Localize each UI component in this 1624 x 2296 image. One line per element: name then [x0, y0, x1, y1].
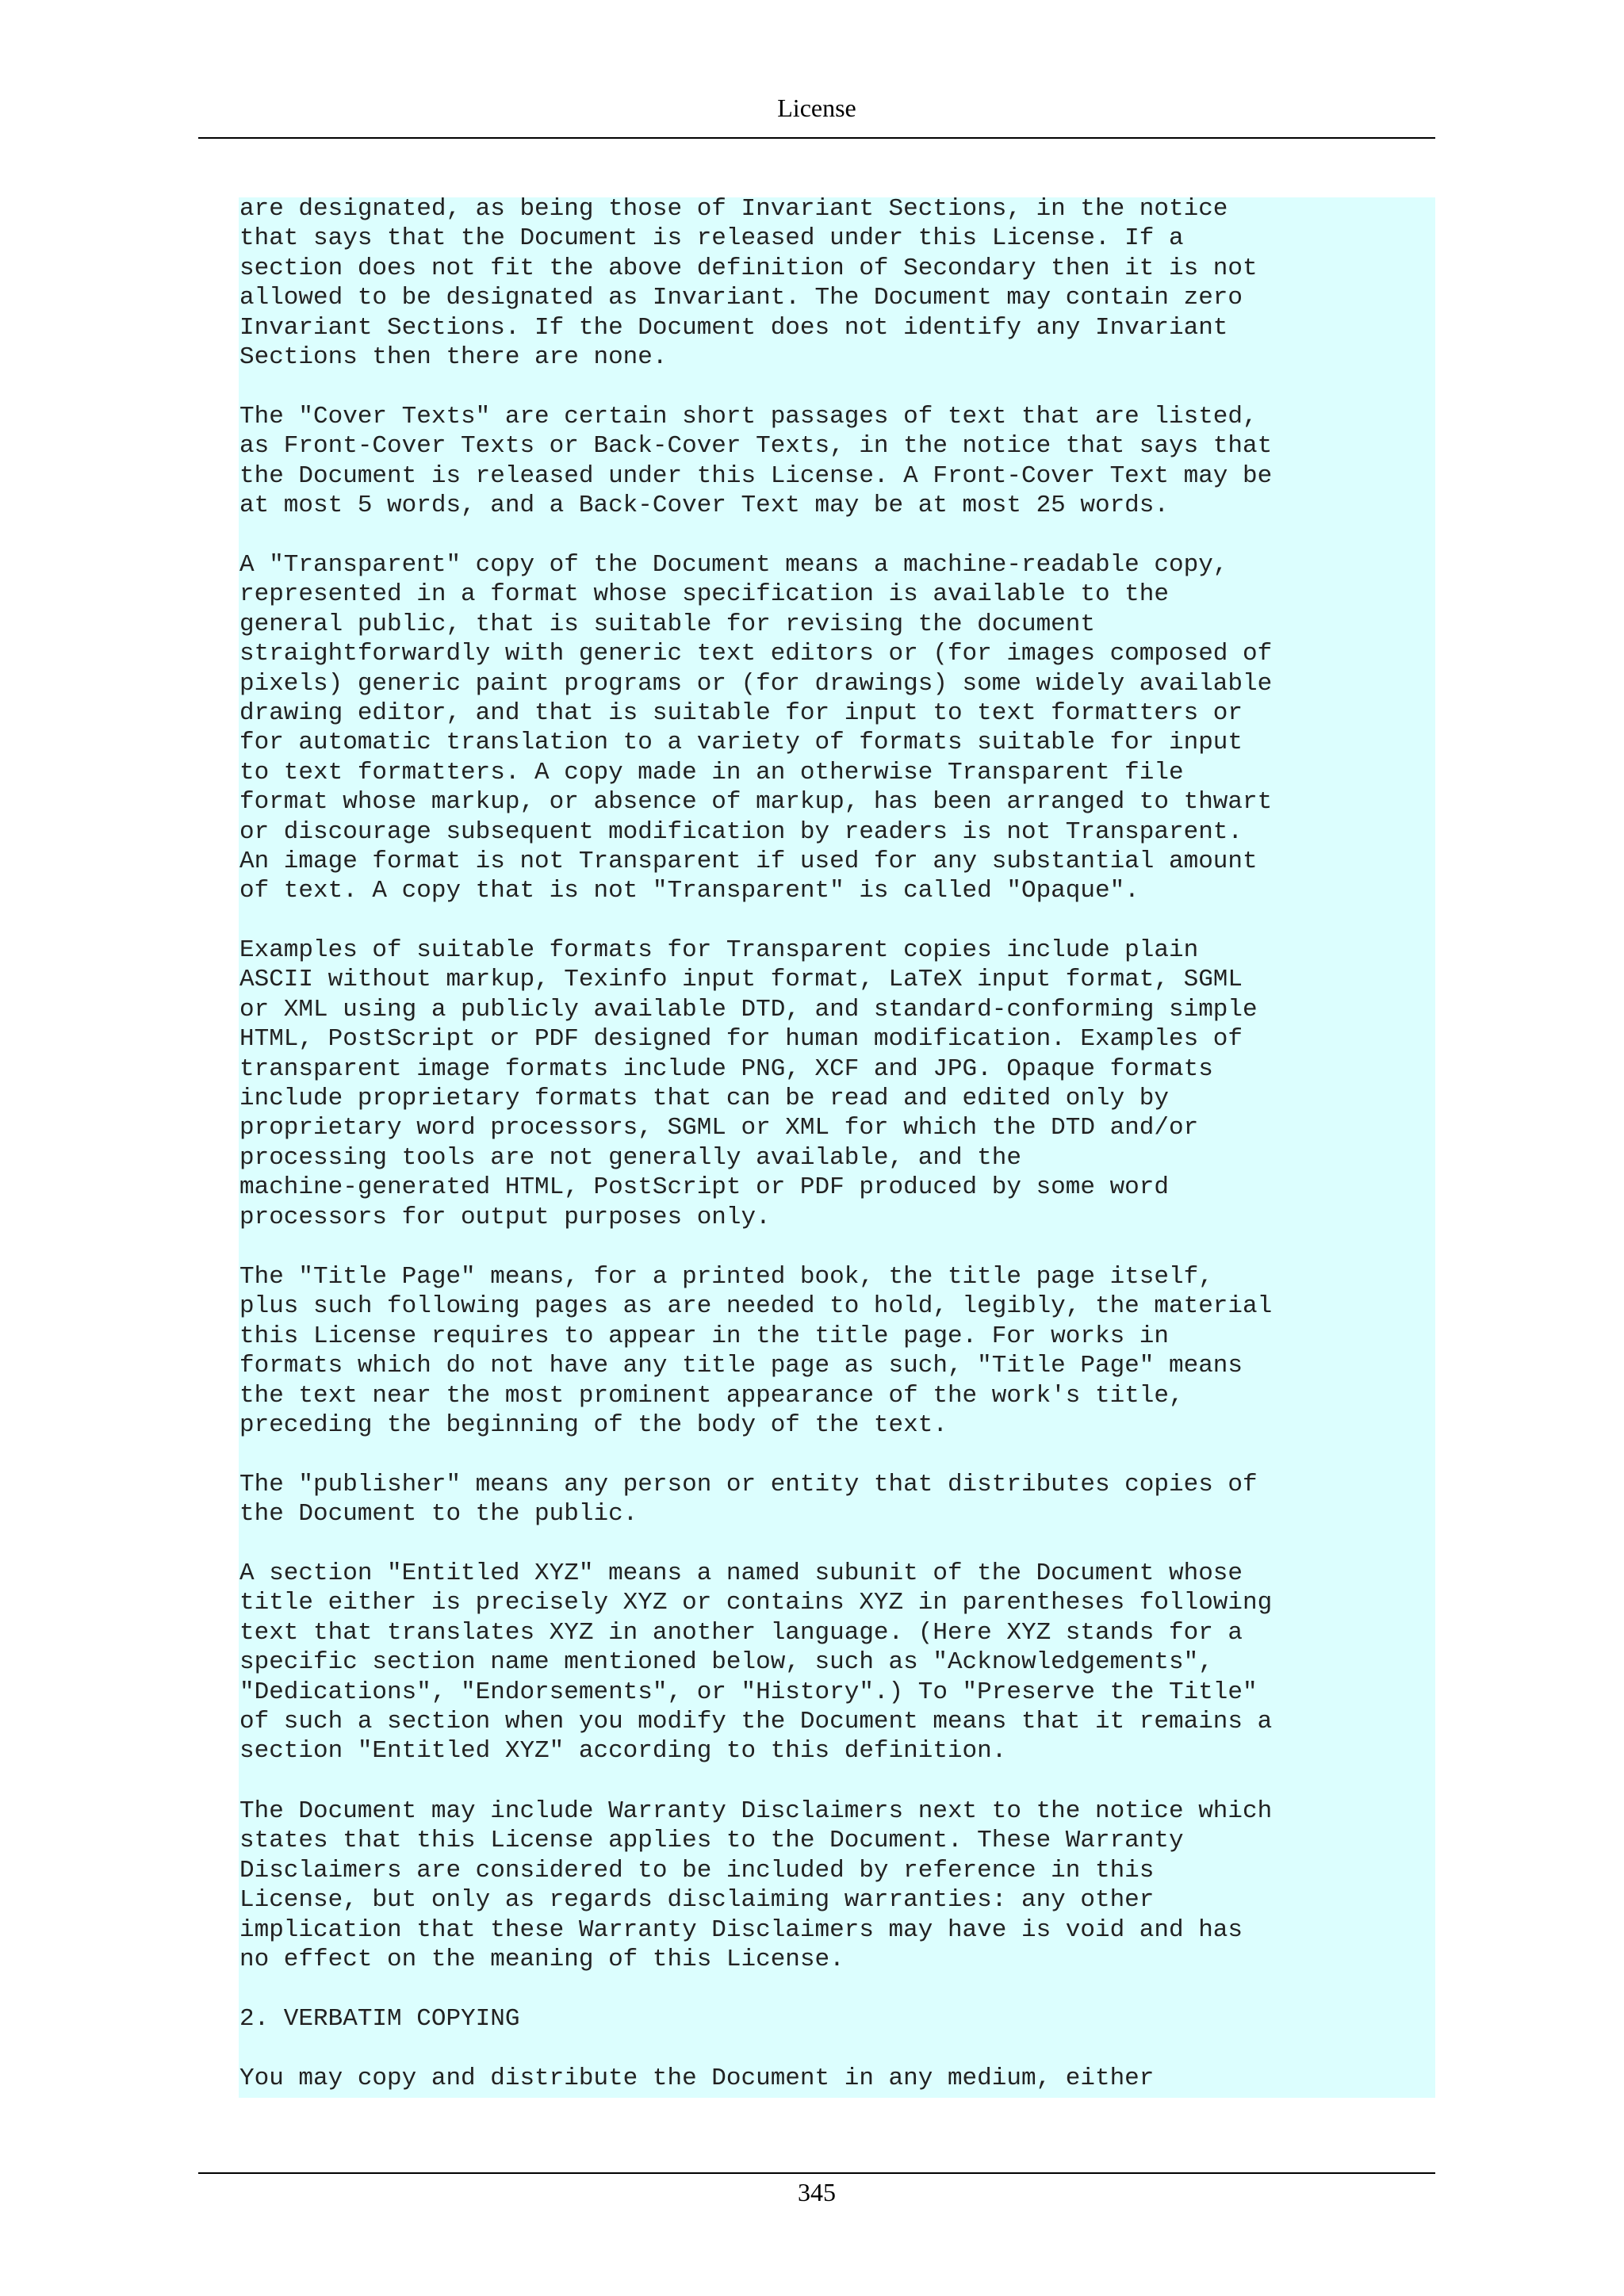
paragraph-cover-texts: The "Cover Texts" are certain short passages of text that are listed, as Front-Cover Texts or Back-Cover Texts, in the notice that says that the Document is released under this License. A Front-Cover Text may be at most 5 words, and a Back-Cover Text may be at most 25 words.: [239, 403, 1273, 520]
page-number: 345: [798, 2178, 836, 2206]
section-heading-verbatim-copying: 2. VERBATIM COPYING: [239, 2005, 520, 2033]
paragraph-transparent-copy: A "Transparent" copy of the Document means a machine-readable copy, represented in a format whose specification is available to the general public, that is suitable for revising the document straightforwardly with generic text editors or (for images composed of pixels) generic paint programs or (for drawings) some widely available drawing editor, and that is suitable for input to text formatters or for automatic translation to a variety of formats suitable for input to text formatters. A copy made in an otherwise Transparent file format whose markup, or absence of markup, has been arranged to thwart or discourage subsequent modification by readers is not Transparent. An image format is not Transparent if used for any substantial amount of text. A copy that is not "Transparent" is called "Opaque".: [239, 551, 1273, 905]
paragraph-title-page: The "Title Page" means, for a printed book, the title page itself, plus such following pages as are needed to hold, legibly, the material this License requires to appear in the title page. For works in formats which do not have any title page as such, "Title Page" means the text near the most prominent appearance of the work's title, preceding the beginning of the body of the text.: [239, 1263, 1273, 1440]
paragraph-verbatim-copying: You may copy and distribute the Document in any medium, either: [239, 2064, 1155, 2092]
paragraph-publisher: The "publisher" means any person or entity that distributes copies of the Document to the public.: [239, 1471, 1258, 1529]
footer-rule: [198, 2172, 1435, 2174]
paragraph-entitled-xyz: A section "Entitled XYZ" means a named subunit of the Document whose title either is precisely XYZ or contains XYZ in parentheses following text that translates XYZ in another language. (Here XYZ stands for a specific section name mentioned below, such as "Acknowledgements", "Dedications", "Endorsements", or "History".) To "Preserve the Title" of such a section when you modify the Document means that it remains a section "Entitled XYZ" according to this definition.: [239, 1559, 1273, 1766]
paragraph-suitable-formats: Examples of suitable formats for Transparent copies include plain ASCII without markup, Texinfo input format, LaTeX input format, SGML or XML using a publicly available DTD, and standard-conforming simple HTML, PostScript or PDF designed for human modification. Examples of transparent image formats include PNG, XCF and JPG. Opaque formats include proprietary formats that can be read and edited only by proprietary word processors, SGML or XML for which the DTD and/or processing tools are not generally available, and the machine-generated HTML, PostScript or PDF produced by some word processors for output purposes only.: [239, 936, 1258, 1231]
paragraph-warranty-disclaimers: The Document may include Warranty Disclaimers next to the notice which states that this License applies to the Document. These Warranty Disclaimers are considered to be included by reference in this License, but only as regards disclaiming warranties: any other implication that these Warranty Disclaimers may have is void and has no effect on the meaning of this License.: [239, 1797, 1273, 1974]
page-header-title: License: [777, 94, 856, 122]
paragraph-invariant-sections: are designated, as being those of Invariant Sections, in the notice that says that the Document is released under this License. If a section does not fit the above definition of Secondary then it is not allowed to be designated as Invariant. The Document may contain zero Invariant Sections. If the Document does not identify any Invariant Sections then there are none.: [239, 195, 1258, 372]
header-rule: [198, 137, 1435, 139]
